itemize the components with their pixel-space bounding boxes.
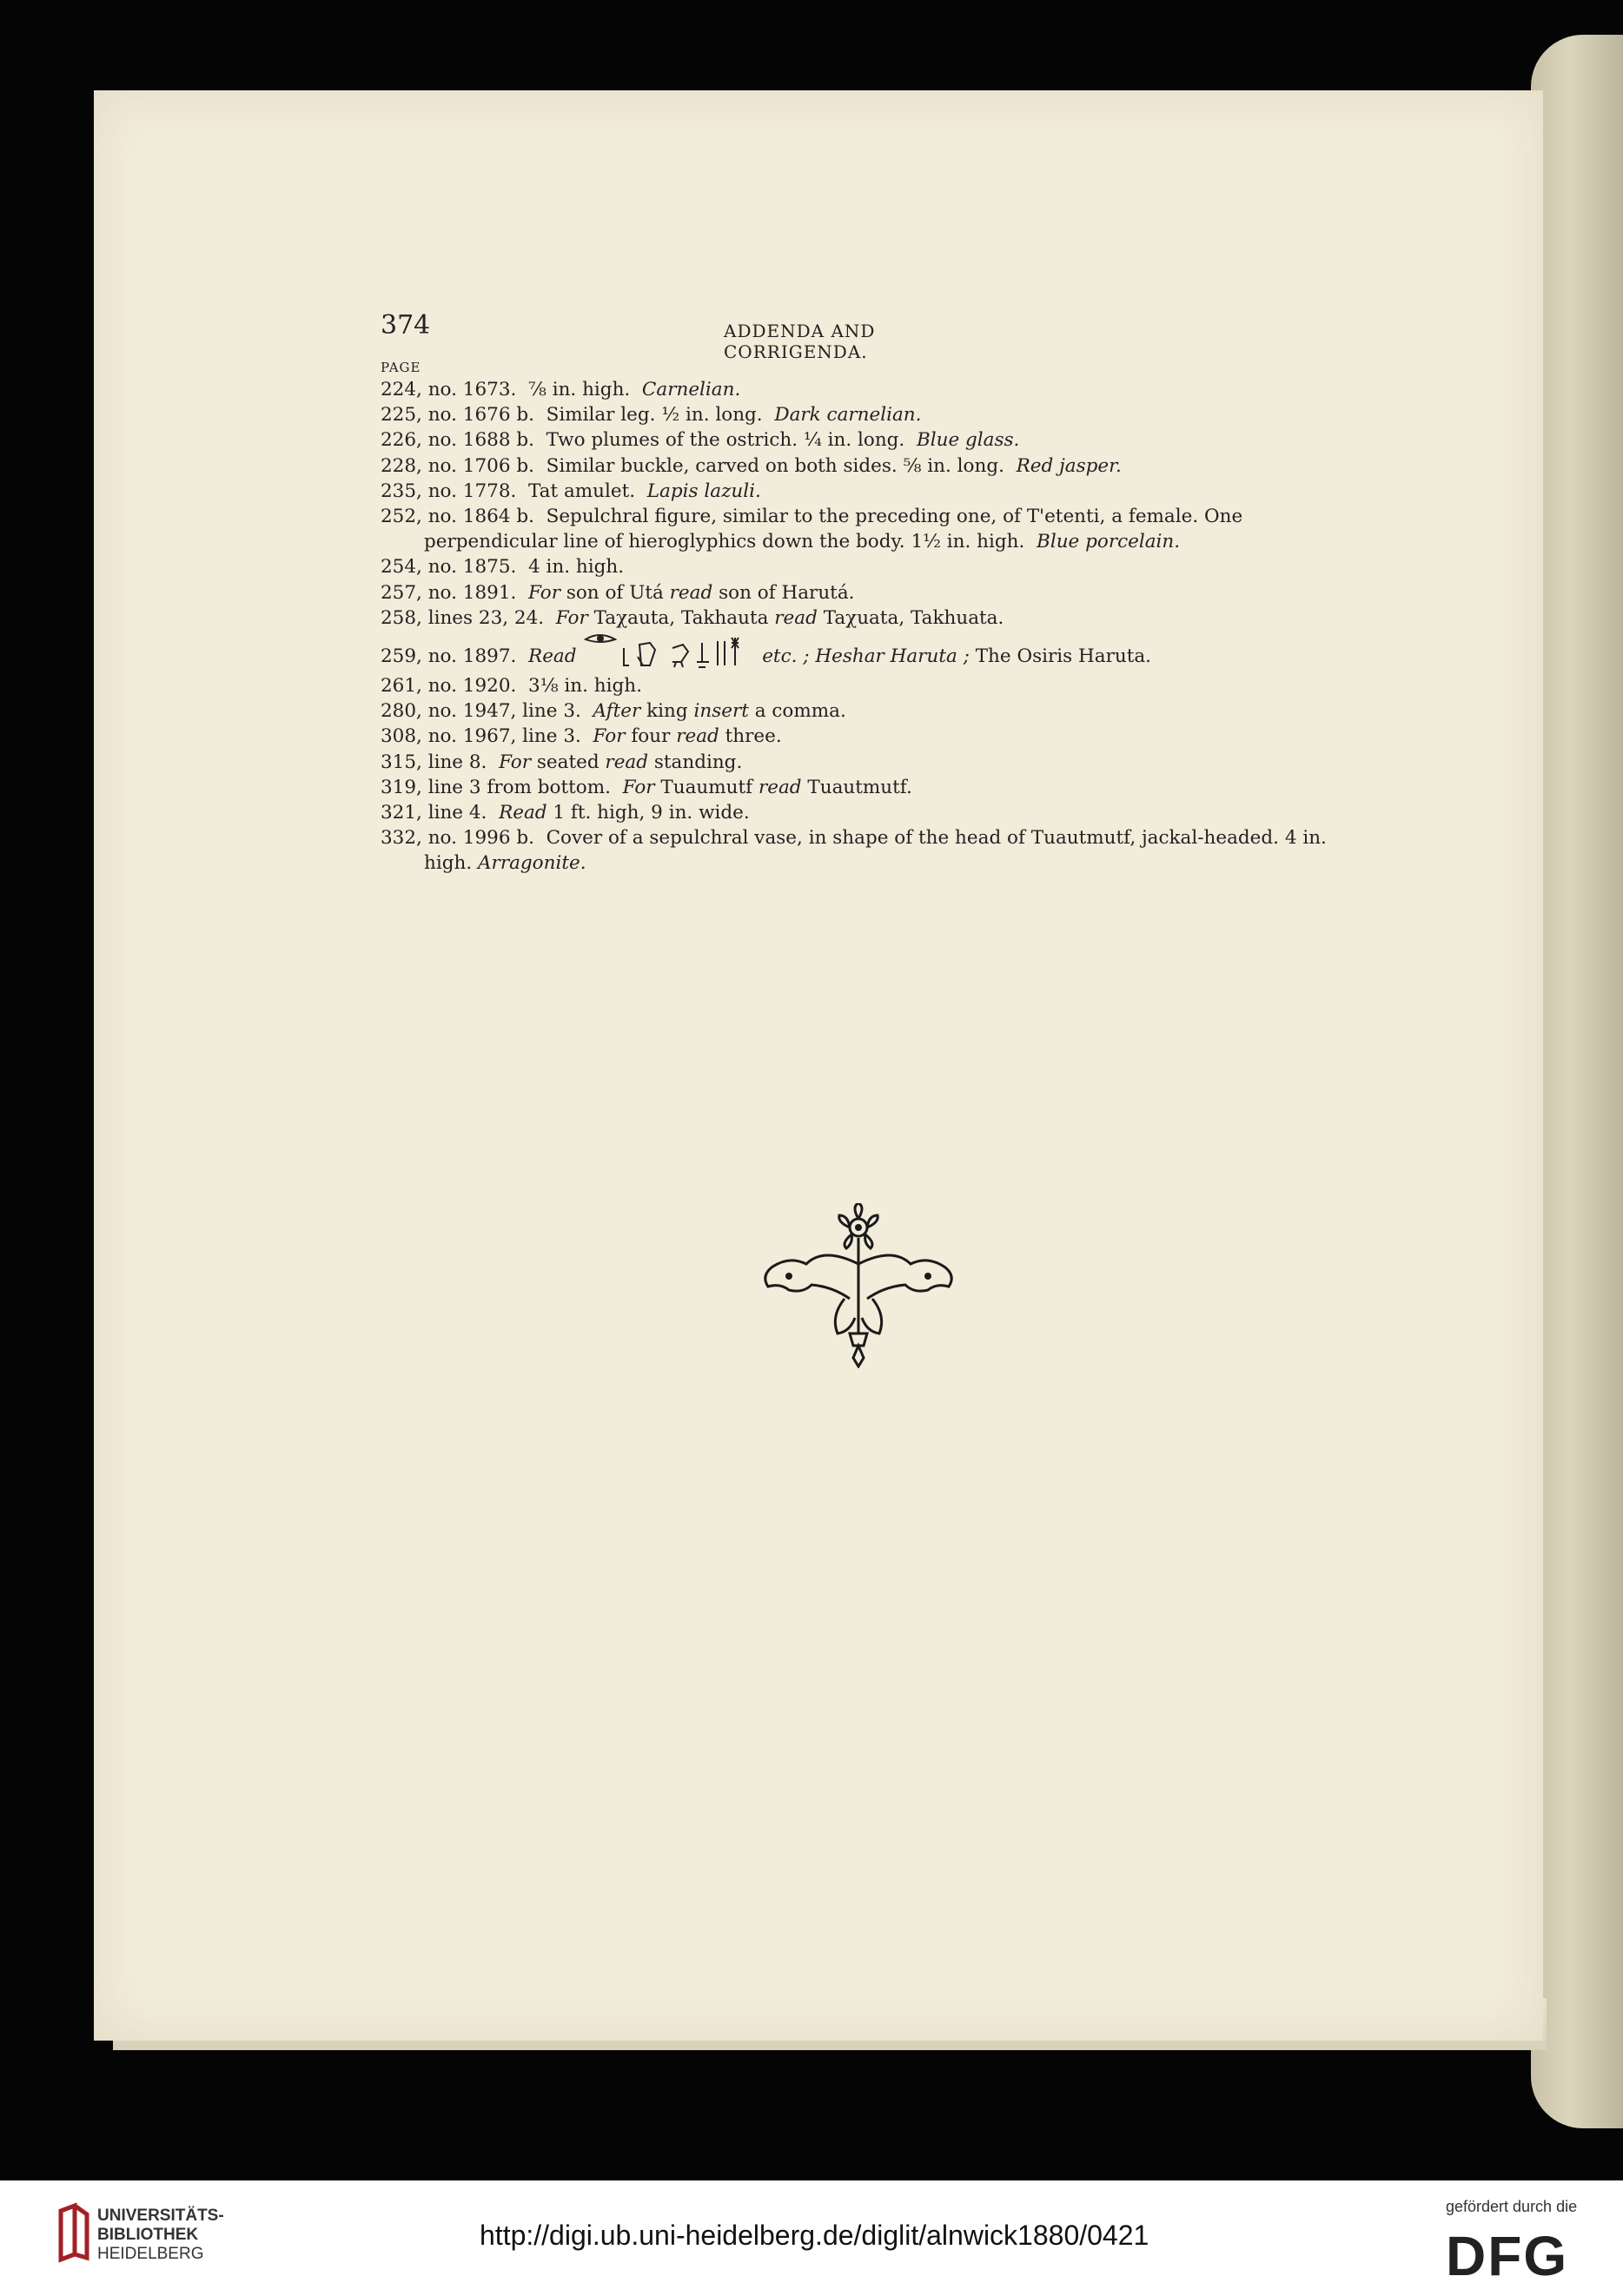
list-item: 315, line 8. For seated read standing. — [381, 751, 743, 773]
list-item: 258, lines 23, 24. For Taχauta, Takhauta read Taχuata, Takhuata. — [381, 606, 1004, 629]
floral-ornament-icon — [754, 1203, 963, 1368]
list-item: 228, no. 1706 b. Similar buckle, carved on both sides. ⅝ in. long. Red jasper. — [381, 454, 1122, 477]
funded-by-note: gefördert durch die — [1446, 2198, 1578, 2215]
list-item: 226, no. 1688 b. Two plumes of the ostrich. ¼ in. long. Blue glass. — [381, 429, 1020, 452]
list-item: 321, line 4. Read 1 ft. high, 9 in. wide. — [381, 802, 750, 824]
library-name: UNIVERSITÄTS- BIBLIOTHEK HEIDELBERG — [97, 2207, 224, 2263]
list-item: 257, no. 1891. For son of Utá read son of Harutá. — [381, 581, 855, 604]
list-item: 308, no. 1967, line 3. For four read three. — [381, 725, 782, 748]
permalink-url[interactable]: http://digi.ub.uni-heidelberg.de/diglit/alnwick1880/0421 — [480, 2220, 1149, 2251]
corrigenda-list — [381, 358, 1371, 877]
list-item: 224, no. 1673. ⅞ in. high. Carnelian. — [381, 379, 741, 400]
university-library-logo-icon — [56, 2202, 90, 2263]
hieroglyphs-icon — [582, 631, 756, 669]
running-head: ADDENDA AND CORRIGENDA. — [724, 321, 876, 362]
list-item: 254, no. 1875. 4 in. high. — [381, 556, 625, 579]
list-item: 225, no. 1676 b. Similar leg. ½ in. long. Dark carnelian. — [381, 404, 922, 427]
list-item: 261, no. 1920. 3⅛ in. high. — [381, 675, 642, 698]
page-number: 374 — [381, 310, 431, 341]
list-item: 280, no. 1947, line 3. After king insert a comma. — [381, 700, 846, 723]
list-item: 332, no. 1996 b. Cover of a sepulchral vase, in shape of the head of Tuautmutf, jackal-headed. 4 in. high. Arragonite. — [381, 827, 1327, 875]
list-item: 252, no. 1864 b. Sepulchral figure, similar to the preceding one, of T'etenti, a female. One perpendicular line of hieroglyphics down the body. 1½ in. high. Blue porcelain. — [381, 506, 1243, 553]
list-item: 235, no. 1778. Tat amulet. Lapis lazuli. — [381, 480, 761, 502]
list-item: 319, line 3 from bottom. For Tuaumutf read Tuautmutf. — [381, 776, 912, 798]
adjacent-page-edge — [1531, 35, 1623, 2128]
list-item: 259, no. 1897. Read etc. ; Heshar Haruta ; The Osiris Haruta. — [381, 631, 1371, 673]
page-column-label: PAGE — [381, 360, 421, 375]
page-header — [381, 310, 1023, 362]
dfg-logo: DFG — [1446, 2225, 1569, 2287]
